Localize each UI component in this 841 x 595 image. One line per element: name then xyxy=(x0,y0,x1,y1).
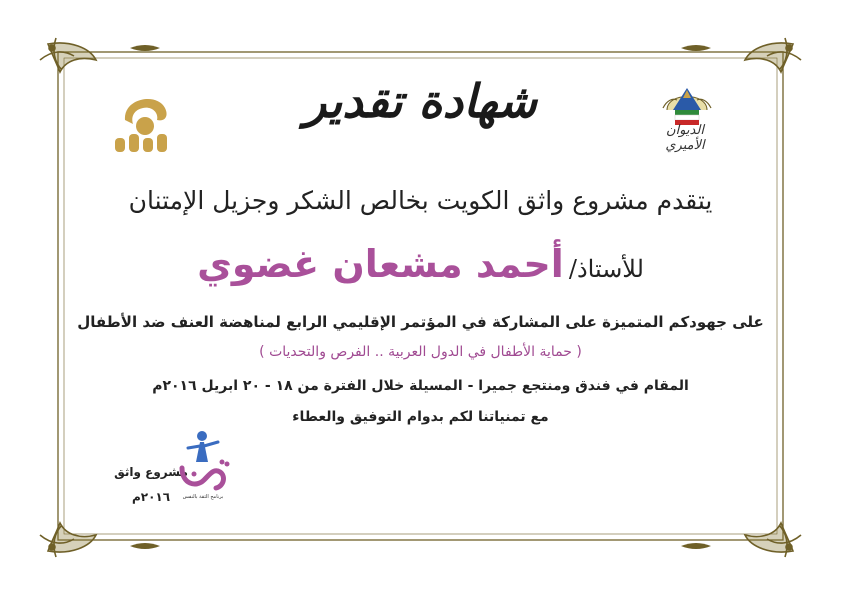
intro-text: يتقدم مشروع واثق الكويت بخالص الشكر وجزيل الإمتنان xyxy=(128,186,713,215)
corner-ornament-top-right xyxy=(745,38,801,72)
recipient-name: أحمد مشعان غضوي xyxy=(197,242,564,286)
wathiq-logo-caption: برنامج الثقة بالنفس xyxy=(182,494,224,500)
footer-org-name: مشروع واثق xyxy=(114,465,188,479)
salutation: للأستاذ/ xyxy=(568,255,644,283)
recipient-row xyxy=(0,242,841,286)
corner-ornament-top-left xyxy=(40,38,96,72)
body-line-1: على جهودكم المتميزة على المشاركة في المؤتمر الإقليمي الرابع لمناهضة العنف ضد الأطفال xyxy=(77,313,764,331)
corner-ornament-bottom-left xyxy=(40,523,96,557)
emblem-caption: الديوان الأميري xyxy=(665,123,705,153)
body-line-4: مع تمنياتنا لكم بدوام التوفيق والعطاء xyxy=(292,409,549,425)
body-line-3: المقام في فندق ومنتجع جميرا - المسيلة خلال الفترة من ١٨ - ٢٠ ابريل ٢٠١٦م xyxy=(152,378,689,394)
footer-year: ٢٠١٦م xyxy=(131,490,171,504)
corner-ornament-bottom-right xyxy=(745,523,801,557)
wathiq-logo-icon xyxy=(174,428,236,494)
certificate-title: شهادة تقدير xyxy=(304,74,537,128)
body-line-2: ( حماية الأطفال في الدول العربية .. الفرص والتحديات ) xyxy=(259,344,582,360)
